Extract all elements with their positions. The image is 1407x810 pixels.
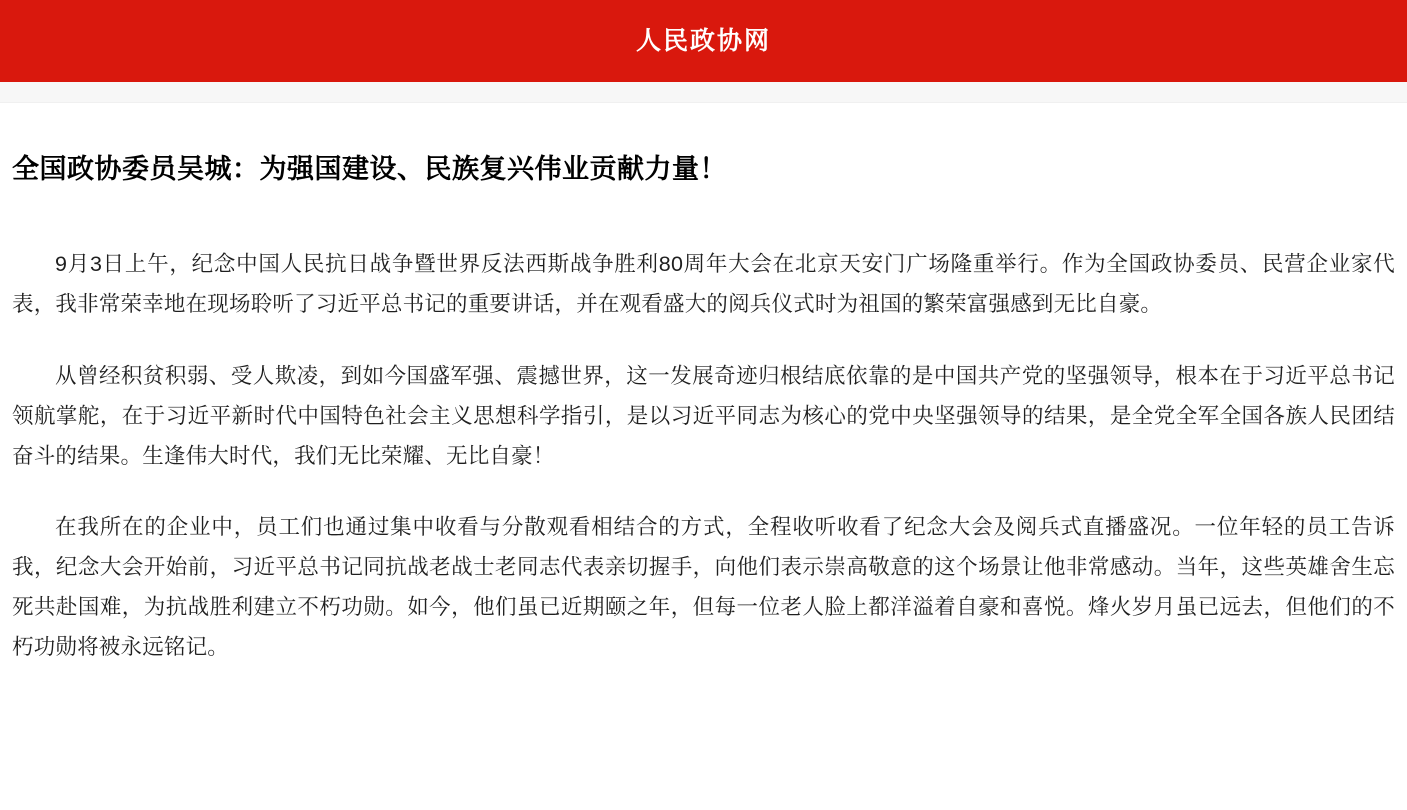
article-paragraph: 9月3日上午，纪念中国人民抗日战争暨世界反法西斯战争胜利80周年大会在北京天安门广场隆重举行。作为全国政协委员、民营企业家代表，我非常荣幸地在现场聆听了习近平总书记的重要讲话，并在观看盛大的阅兵仪式时为祖国的繁荣富强感到无比自豪。 xyxy=(12,252,1395,317)
site-banner xyxy=(0,0,1407,82)
site-title: 人民政协网 xyxy=(635,26,771,55)
page-title: 全国政协委员吴城：为强国建设、民族复兴伟业贡献力量！ xyxy=(12,154,727,184)
article-paragraph: 在我所在的企业中，员工们也通过集中收看与分散观看相结合的方式，全程收听收看了纪念大会及阅兵式直播盛况。一位年轻的员工告诉我，纪念大会开始前，习近平总书记同抗战老战士老同志代表亲切握手，向他们表示崇高敬意的这个场景让他非常感动。当年，这些英雄舍生忘死共赴国难，为抗战胜利建立不朽功勋。如今，他们虽已近期颐之年，但每一位老人脸上都洋溢着自豪和喜悦。烽火岁月虽已远去，但他们的不朽功勋将被永远铭记。 xyxy=(12,515,1395,659)
article-body xyxy=(12,187,1395,667)
banner-gap-strip xyxy=(0,82,1407,103)
article-container xyxy=(0,103,1407,667)
article-paragraph: 从曾经积贫积弱、受人欺凌，到如今国盛军强、震撼世界，这一发展奇迹归根结底依靠的是中国共产党的坚强领导，根本在于习近平总书记领航掌舵，在于习近平新时代中国特色社会主义思想科学指引，是以习近平同志为核心的党中央坚强领导的结果，是全党全军全国各族人民团结奋斗的结果。生逢伟大时代，我们无比荣耀、无比自豪！ xyxy=(12,363,1395,468)
